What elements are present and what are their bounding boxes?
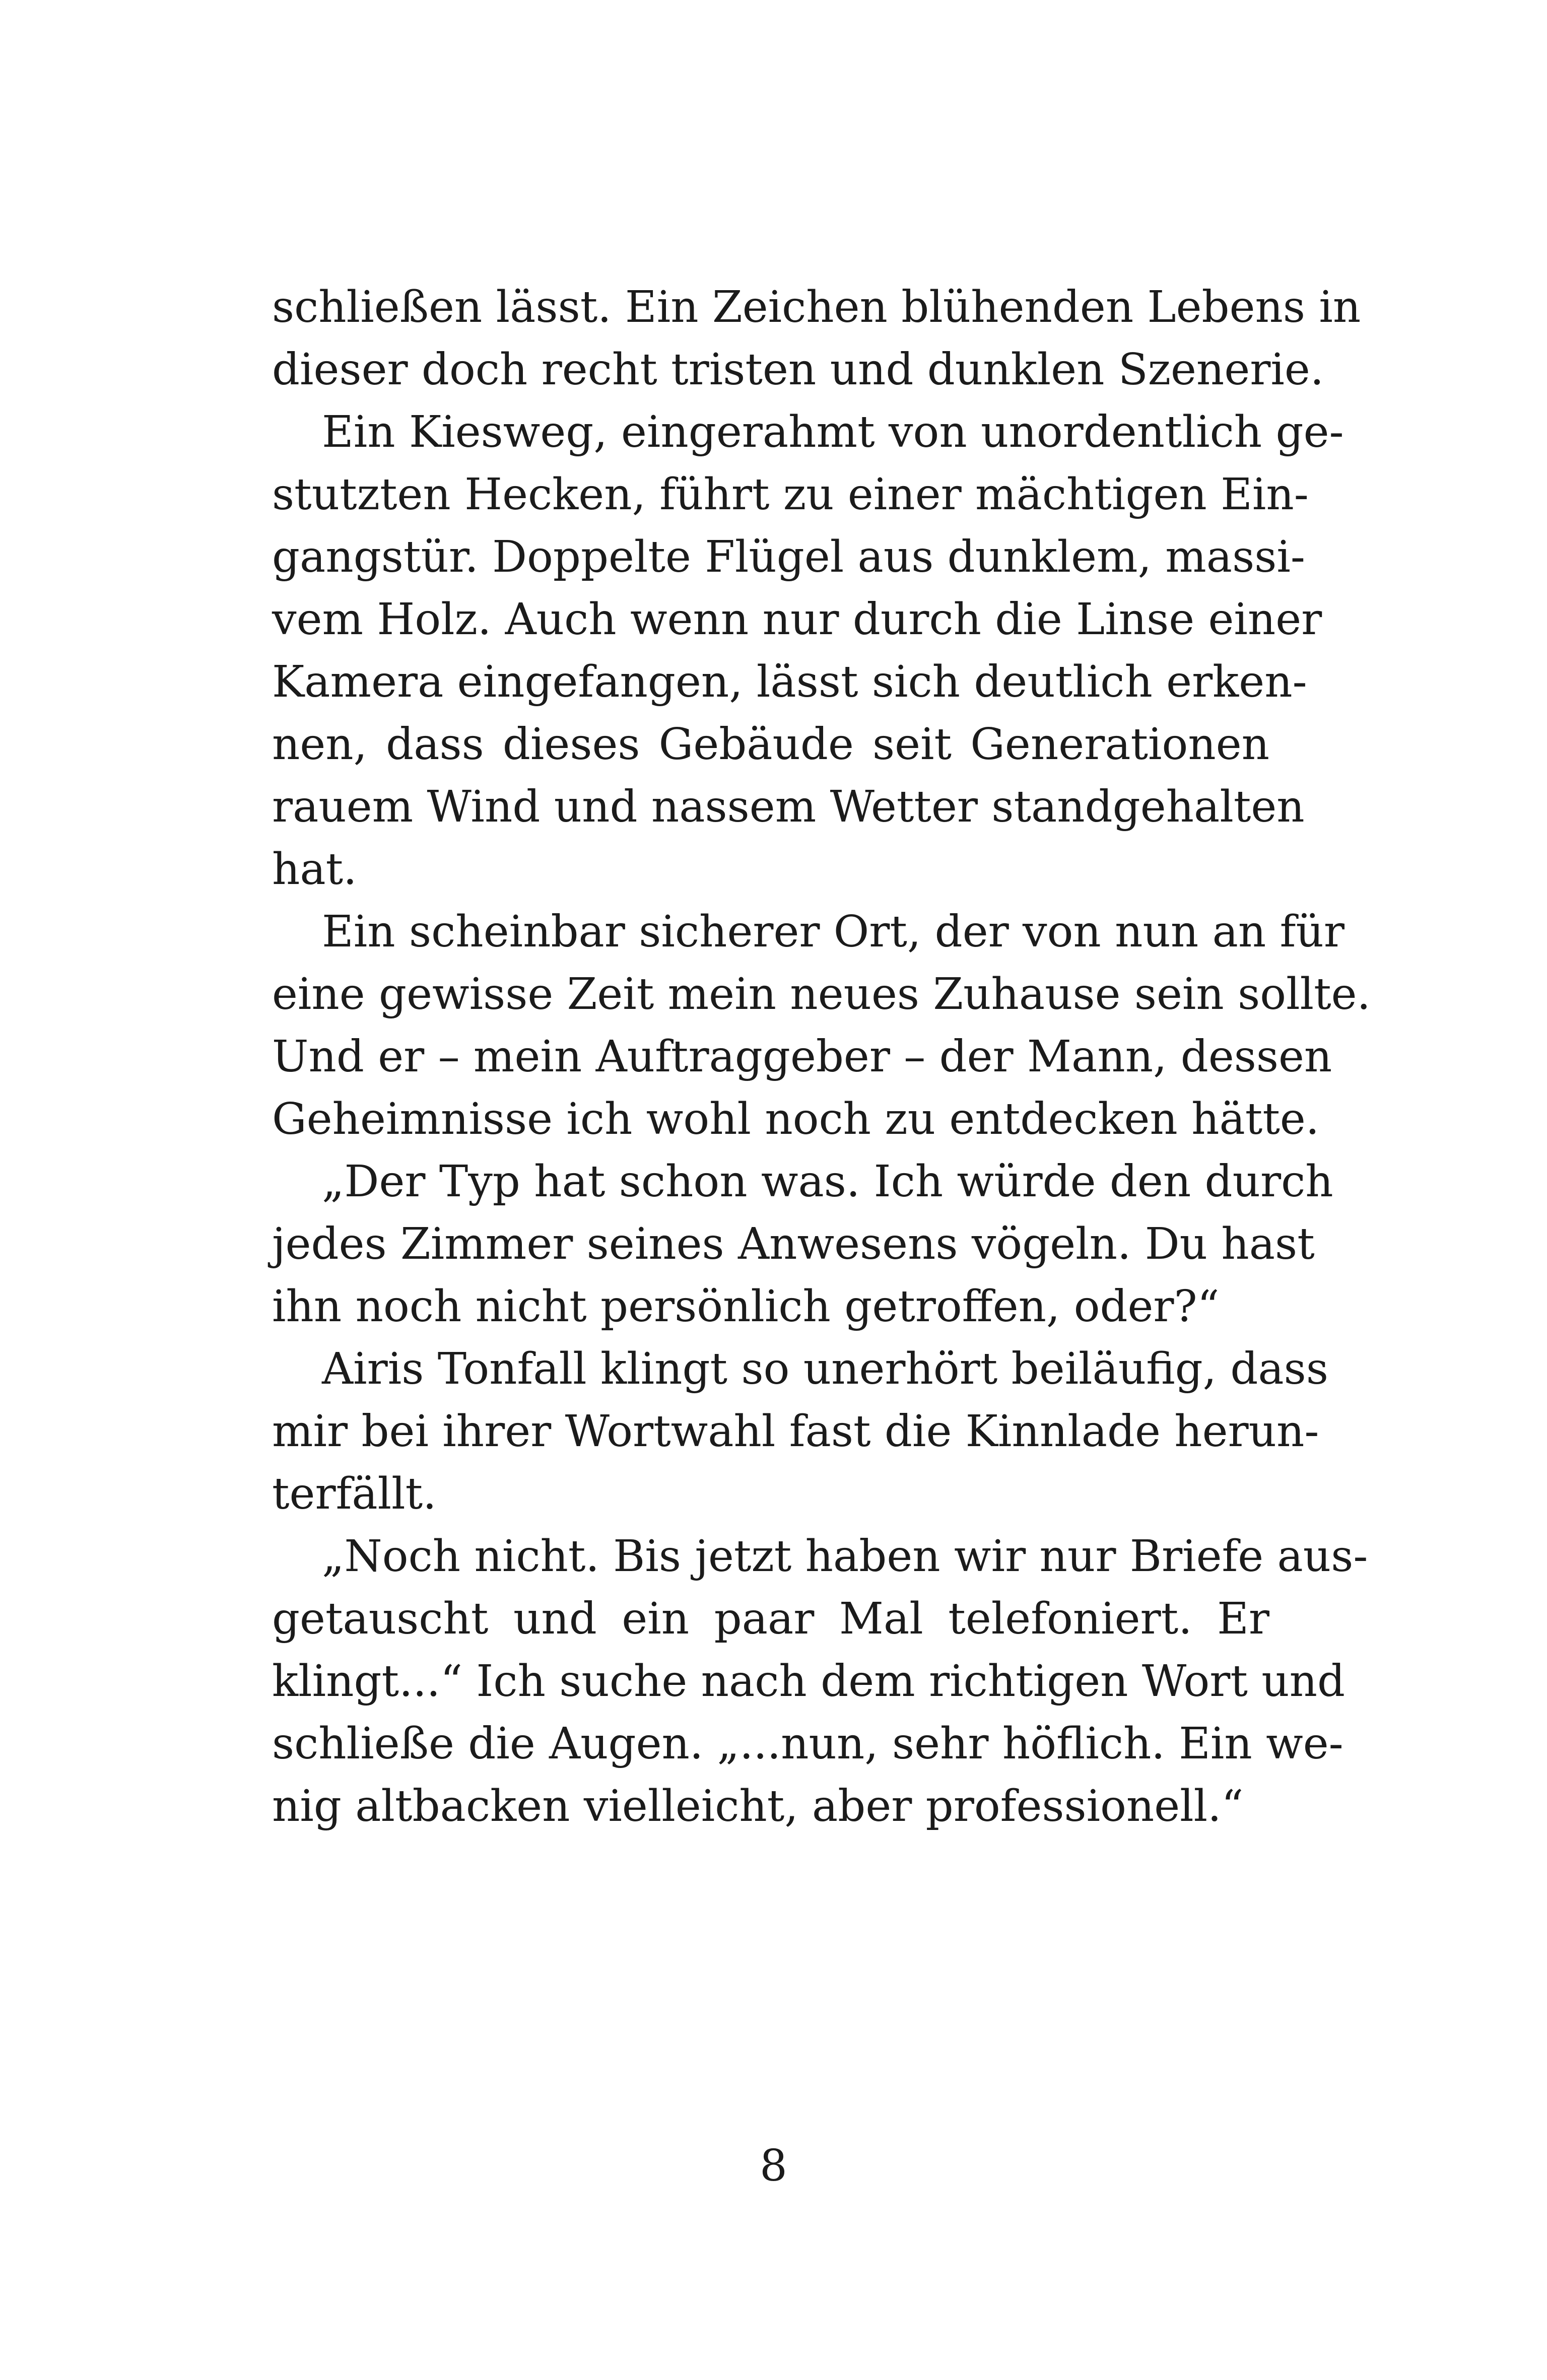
text-line: gangstür. Doppelte Flügel aus dunklem, massi- — [272, 532, 1305, 582]
text-line: getauscht und ein paar Mal telefoniert. Er — [272, 1594, 1269, 1644]
paragraph — [272, 1150, 1333, 1338]
text-line: rauem Wind und nassem Wetter standgehalten — [272, 782, 1305, 832]
page-number: 8 — [760, 2141, 787, 2191]
text-line: schließe die Augen. „...nun, sehr höflich. Ein we- — [272, 1719, 1343, 1769]
text-line: Ein Kiesweg, eingerahmt von unordentlich ge- — [322, 407, 1344, 457]
text-line: nig altbacken vielleicht, aber professionell.“ — [272, 1781, 1244, 1831]
text-line: eine gewisse Zeit mein neues Zuhause sein sollte. — [272, 969, 1371, 1019]
paragraph — [272, 276, 1361, 401]
paragraph — [272, 401, 1344, 901]
text-line: stutzten Hecken, führt zu einer mächtigen Ein- — [272, 469, 1309, 520]
text-line: hat. — [272, 844, 357, 895]
text-line: vem Holz. Auch wenn nur durch die Linse einer — [272, 594, 1322, 645]
text-line: schließen lässt. Ein Zeichen blühenden Lebens in — [272, 282, 1361, 332]
text-line: „Noch nicht. Bis jetzt haben wir nur Briefe aus- — [322, 1531, 1368, 1582]
text-line: jedes Zimmer seines Anwesens vögeln. Du hast — [272, 1219, 1315, 1269]
text-line: Kamera eingefangen, lässt sich deutlich erken- — [272, 657, 1307, 707]
text-line: nen, dass dieses Gebäude seit Generationen — [272, 719, 1269, 770]
paragraph — [272, 1338, 1328, 1525]
text-line: ihn noch nicht persönlich getroffen, oder?“ — [272, 1281, 1220, 1332]
text-line: Und er – mein Auftraggeber – der Mann, dessen — [272, 1032, 1332, 1082]
body-text — [272, 276, 1371, 1838]
text-line: terfällt. — [272, 1469, 437, 1519]
text-line: klingt...“ Ich suche nach dem richtigen Wort und — [272, 1656, 1346, 1707]
text-line: „Der Typ hat schon was. Ich würde den durch — [322, 1157, 1333, 1207]
text-line: mir bei ihrer Wortwahl fast die Kinnlade herun- — [272, 1406, 1319, 1457]
paragraph — [272, 1525, 1368, 1838]
text-line: dieser doch recht tristen und dunklen Szenerie. — [272, 345, 1324, 395]
text-line: Ein scheinbar sicherer Ort, der von nun an für — [322, 907, 1344, 957]
text-line: Geheimnisse ich wohl noch zu entdecken hätte. — [272, 1094, 1320, 1144]
paragraph — [272, 901, 1371, 1150]
text-line: Airis Tonfall klingt so unerhört beiläufig, dass — [322, 1344, 1328, 1394]
